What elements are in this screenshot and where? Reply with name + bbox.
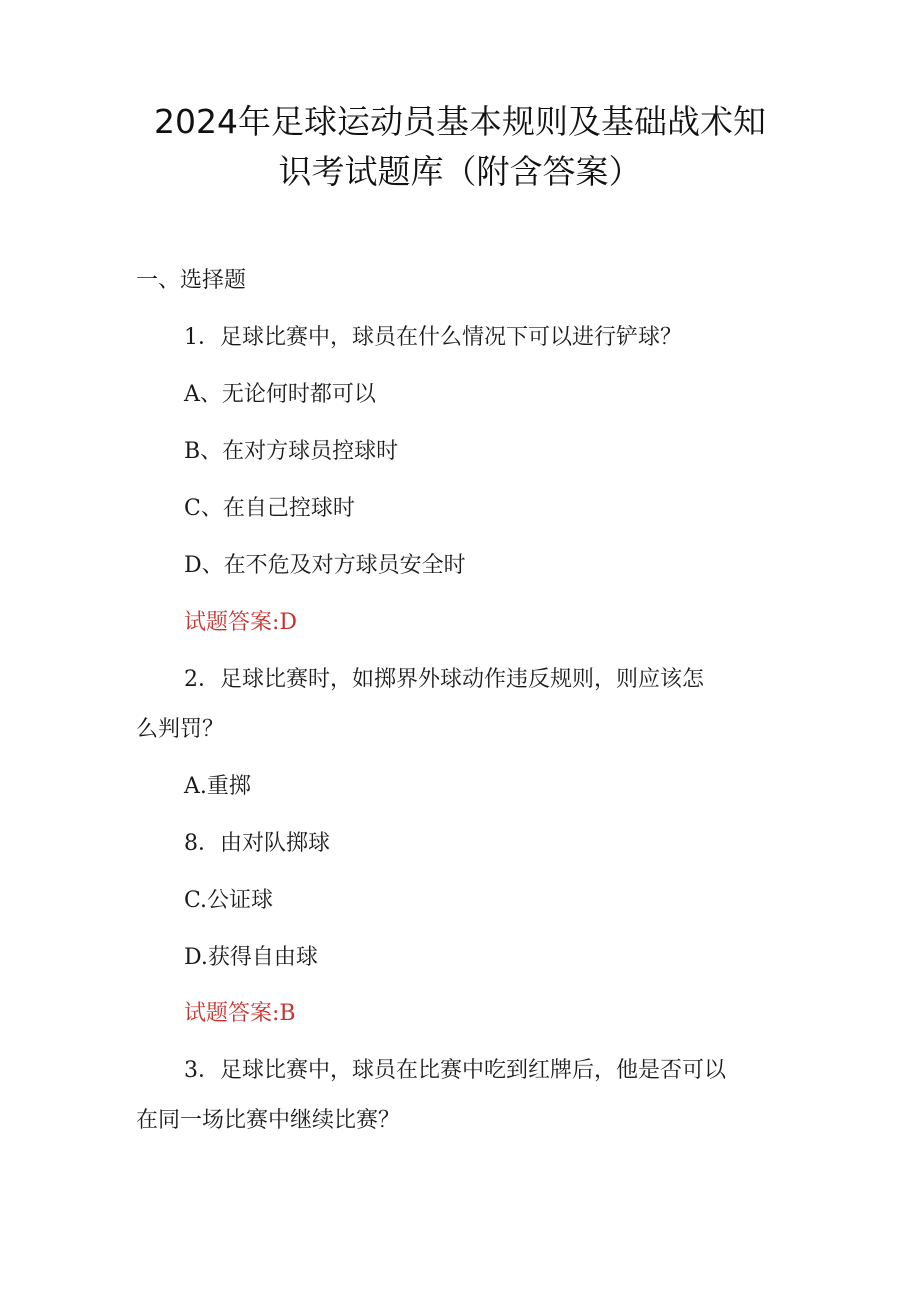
question-1-option-d: D、在不危及对方球员安全时 [184,553,466,578]
question-3-stem-line-1: 3．足球比赛中，球员在比赛中吃到红牌后，他是否可以 [184,1058,726,1083]
question-2-option-b: 8．由对队掷球 [184,831,330,856]
question-1-option-c: C、在自己控球时 [184,496,355,521]
question-2-option-a: A.重掷 [184,774,251,799]
question-2-stem-line-2: 么判罚？ [136,717,225,742]
question-1-stem: 1．足球比赛中，球员在什么情况下可以进行铲球？ [184,325,682,350]
document-title-line-1: 2024年足球运动员基本规则及基础战术知 [154,102,766,141]
question-1-answer: 试题答案:D [184,610,298,635]
section-heading: 一、选择题 [136,268,247,293]
question-2-option-d: D.获得自由球 [184,945,318,970]
question-1-option-a: A、无论何时都可以 [184,382,376,407]
question-2-stem-line-1: 2．足球比赛时，如掷界外球动作违反规则，则应该怎 [184,667,704,692]
question-1-option-b: B、在对方球员控球时 [184,439,399,464]
question-2-option-c: C.公证球 [184,888,274,913]
question-2-answer: 试题答案:B [184,1001,296,1026]
question-3-stem-line-2: 在同一场比赛中继续比赛？ [136,1108,401,1133]
document-title-line-2: 识考试题库（附含答案） [278,152,642,191]
